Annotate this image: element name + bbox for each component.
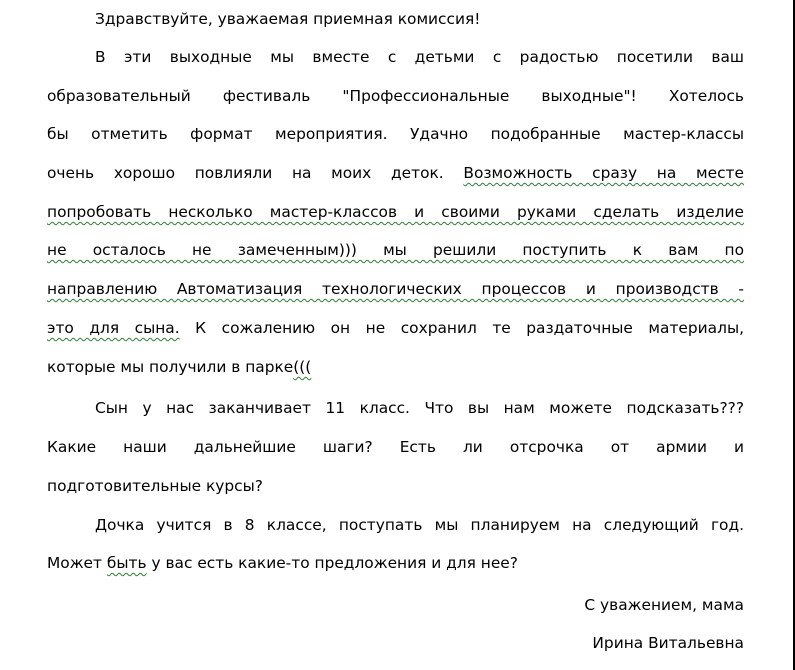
paragraph-1-line-9-text: которые мы получили в парке (47, 358, 294, 376)
paragraph-1-line-8-text: К сожалению он не сохранил те раздаточные материалы, (179, 319, 744, 337)
paragraph-1-line-4-text: очень хорошо повлияли на моих деток. (47, 164, 464, 182)
grammar-marked-text[interactable]: Возможность сразу на месте (463, 164, 744, 182)
paragraph-3-line-2 (47, 548, 744, 578)
grammar-marked-text[interactable]: не осталось не замеченным))) мы решили поступить к вам по (47, 241, 744, 259)
paragraph-1-line-6 (47, 235, 744, 265)
paragraph-1-line-1: В эти выходные мы вместе с детьми с радостью посетили ваш (95, 48, 744, 66)
paragraph-1-line-2: образовательный фестиваль "Профессиональные выходные"! Хотелось (47, 87, 744, 105)
grammar-marked-text[interactable]: направлению Автоматизация технологических процессов и производств - (47, 280, 744, 298)
paragraph-1-line-5 (47, 197, 744, 227)
grammar-marked-text[interactable]: это для сына. (47, 319, 180, 337)
paragraph-3-line-1: Дочка учится в 8 классе, поступать мы планируем на следующий год. (95, 516, 744, 534)
signature-line: Ирина Витальевна (592, 634, 744, 652)
grammar-marked-text[interactable]: быть (106, 554, 147, 572)
grammar-marked-text[interactable]: попробовать несколько мастер-классов и своими руками сделать изделие (47, 203, 744, 221)
paragraph-3-line-2-end: у вас есть какие-то предложения и для нее? (146, 554, 518, 572)
paragraph-2-line-1: Сын у нас заканчивает 11 класс. Что вы нам можете подсказать??? (95, 399, 744, 417)
paragraph-1-line-3: бы отметить формат мероприятия. Удачно подобранные мастер-классы (47, 125, 744, 143)
paragraph-1-line-8 (47, 313, 744, 343)
paragraph-1-line-7 (47, 274, 744, 304)
closing-line: С уважением, мама (584, 596, 744, 614)
paragraph-1-line-9 (47, 352, 744, 382)
grammar-marked-text[interactable]: ((( (293, 358, 312, 376)
paragraph-1-line-4 (47, 158, 744, 188)
paragraph-2-line-2: Какие наши дальнейшие шаги? Есть ли отсрочка от армии и (47, 438, 744, 456)
paragraph-3-line-2-start: Может (47, 554, 107, 572)
paragraph-2-line-3: подготовительные курсы? (47, 477, 263, 495)
greeting-line: Здравствуйте, уважаемая приемная комиссия! (95, 10, 481, 28)
